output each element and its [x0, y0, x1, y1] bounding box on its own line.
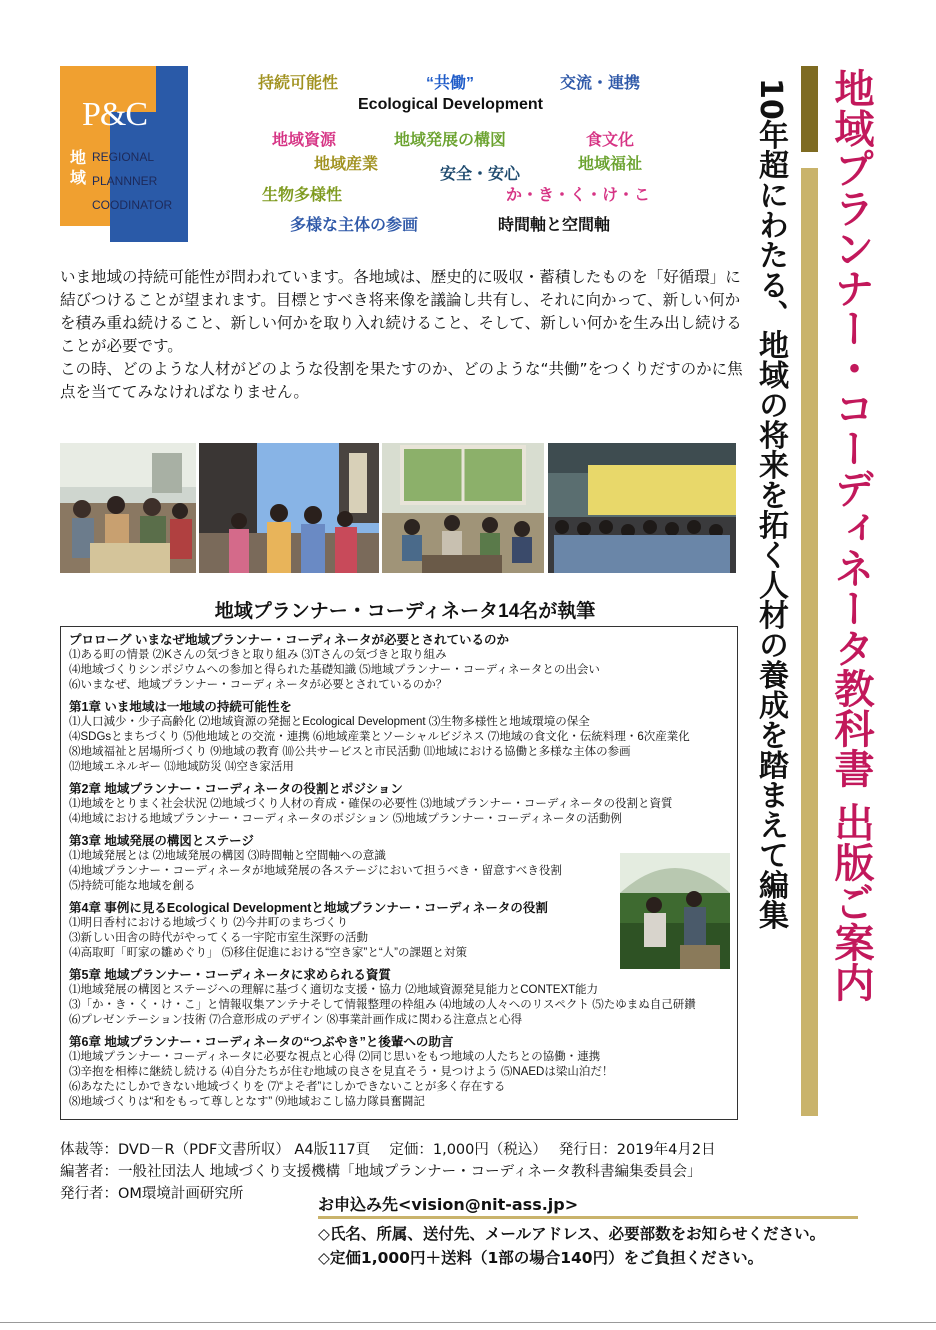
- keyword: 地域発展の構図: [394, 132, 507, 149]
- keyword: か・き・く・け・こ: [506, 187, 651, 204]
- chapter-line: ⑷高取町「町家の雛めぐり」 ⑸移住促進における“空き家”と“人”の課題と対策: [69, 947, 468, 959]
- keyword: 生物多様性: [262, 187, 343, 204]
- logo-chiiki: 地域: [70, 148, 87, 187]
- intro-paragraph-1: いま地域の持続可能性が問われています。各地域は、歴史的に吸収・蓄積したものを「好循環」に結びつけることが望まれます。目標とすべき将来像を議論し共有し、それに向かって、新しい何かを積み重ね続けること、新しい何かを取り入れ続けること、そして、新しい何かを生み出し続けることが必要です。: [60, 268, 742, 355]
- chapter-line: ⑴地域発展の構図とステージへの理解に基づく適切な支援・協力 ⑵地域資源発見能力とCONTEXT能力: [69, 984, 599, 996]
- main-title-vertical: 地域プランナー・コーディネータ教科書 出版ご案内: [828, 68, 874, 1002]
- chapter-line: ⑹あなたにしかできない地域づくりを ⑺“よそ者”にしかできないことが多く存在する: [69, 1081, 506, 1093]
- logo-line-3: COODINATOR: [92, 198, 173, 212]
- chapter-line: ⑶新しい田舎の時代がやってくる一宇陀市室生深野の活動: [69, 932, 368, 944]
- chapter-title: プロローグ いまなぜ地域プランナー・コーディネータが必要とされているのか: [69, 633, 509, 647]
- chapter-line: ⑹プレゼンテーション技術 ⑺合意形成のデザイン ⑻事業計画作成に関わる注意点と心得: [69, 1014, 523, 1026]
- chapter-title: 第2章 地域プランナー・コーディネータの役割とポジション: [69, 782, 403, 796]
- chapter-line: ⑷地域づくりシンポジウムへの参加と得られた基礎知識 ⑸地域プランナー・コーディネータとの出会い: [69, 664, 600, 676]
- application-contact: お申込み先<vision@nit-ass.jp>: [318, 1195, 579, 1214]
- accent-bar-dark: [801, 66, 818, 152]
- chapter-title: 第5章 地域プランナー・コーディネータに求められる資質: [69, 968, 391, 982]
- authors-title: 地域プランナー・コーディネータ14名が執筆: [214, 601, 596, 622]
- keyword: 安全・安心: [440, 166, 521, 183]
- chapter-line: ⑻地域づくりは“和をもって尊しとなす” ⑼地域おこし協力隊員奮闘記: [69, 1096, 425, 1108]
- photo-market: [60, 443, 196, 573]
- chapter-6: [69, 1034, 729, 1110]
- chapter-title: 第4章 事例に見るEcological Developmentと地域プランナー・コーディネータの役割: [69, 901, 548, 915]
- pc-logo: [60, 66, 188, 242]
- photo-school: [548, 443, 736, 573]
- keyword: 地域産業: [314, 156, 379, 173]
- chapter-1: [69, 699, 729, 775]
- keyword: 地域資源: [272, 132, 337, 149]
- application-note-1: ◇氏名、所属、送付先、メールアドレス、必要部数をお知らせください。: [318, 1225, 826, 1243]
- chapter-line: ⑷地域における地域プランナー・コーディネータのポジション ⑸地域プランナー・コーディネータの活動例: [69, 813, 622, 825]
- keyword: 食文化: [586, 132, 635, 149]
- keyword: “共働”: [426, 75, 475, 92]
- chapter-line: ⑻地域福祉と居場所づくり ⑼地域の教育 ⑽公共サービスと市民活動 ⑾地域における協働と多様な主体の参画: [69, 746, 631, 758]
- chapter-title: 第3章 地域発展の構図とステージ: [69, 834, 254, 848]
- chapter-title: 第6章 地域プランナー・コーディネータの“つぶやき”と後輩への助言: [69, 1035, 454, 1049]
- chapter-line: ⑶「か・き・く・け・こ」と情報収集アンテナそして情報整理の枠組み ⑷地域の人々へのリスペクト ⑸たゆまぬ自己研鑽: [69, 999, 696, 1011]
- logo-line-1: REGIONAL: [92, 150, 155, 164]
- keyword: 多様な主体の参画: [290, 217, 419, 234]
- chapter-line: ⑴地域発展とは ⑵地域発展の構図 ⑶時間軸と空間軸への意識: [69, 850, 386, 862]
- editor-line: 編著者：一般社団法人 地域づくり支援機構「地域プランナー・コーディネータ教科書編集委員会」: [60, 1164, 702, 1180]
- chapter-line: ⑴地域プランナー・コーディネータに必要な視点と心得 ⑵同じ思いをもつ地域の人たちとの協働・連携: [69, 1051, 601, 1063]
- chapter-line: ⑷SDGsとまちづくり ⑸他地域との交流・連携 ⑹地域産業とソーシャルビジネス ⑺地域の食文化・伝統料理・6次産業化: [69, 731, 690, 743]
- application-note-2: ◇定価1,000円＋送料（1部の場合140円）をご負担ください。: [318, 1249, 764, 1267]
- chapter-line: ⑹いまなぜ、地域プランナー・コーディネータが必要とされているのか？: [69, 679, 448, 691]
- chapter-prologue: [69, 632, 729, 693]
- chapter-line: ⑴地域をとりまく社会状況 ⑵地域づくり人材の育成・確保の必要性 ⑶地域プランナー・コーディネータの役割と資質: [69, 798, 673, 810]
- chapter-title: 第1章 いま地域は一地域の持続可能性を: [69, 700, 292, 714]
- keyword: Ecological Development: [358, 96, 543, 113]
- chapter-2: [69, 781, 729, 827]
- chapter-line: ⑸持続可能な地域を創る: [69, 880, 196, 892]
- spec-line: 体裁等：DVD－R（PDF文書所収） A4版117頁 定価：1,000円（税込） 発行日：2019年4月2日: [60, 1142, 716, 1158]
- chapter-line: ⑿地域エネルギー ⒀地域防災 ⒁空き家活用: [69, 761, 294, 773]
- intro-text: [60, 266, 750, 404]
- photo-workshop: [382, 443, 544, 573]
- chapter-line: ⑶辛抱を相棒に継続し続ける ⑷自分たちが住む地域の良さを見直そう・見つけよう ⑸NAEDは梁山泊だ！: [69, 1066, 614, 1078]
- subtitle-vertical: 10年超にわたる、地域の将来を拓く人材の養成を踏まえて編集: [753, 78, 788, 930]
- keyword: 持続可能性: [258, 75, 339, 92]
- keyword: 地域福祉: [578, 156, 643, 173]
- chapter-line: ⑴明日香村における地域づくり ⑵今井町のまちづくり: [69, 917, 349, 929]
- keyword: 時間軸と空間軸: [498, 217, 611, 234]
- chapter-line: ⑴ある町の情景 ⑵Kさんの気づきと取り組み ⑶Tさんの気づきと取り組み: [69, 649, 447, 661]
- logo-line-2: PLANNNER: [92, 174, 158, 188]
- application-rule: [318, 1216, 858, 1219]
- keyword: 交流・連携: [560, 75, 641, 92]
- chapter-line: ⑷地域プランナー・コーディネータが地域発展の各ステージにおいて担うべき・留意すべき役割: [69, 865, 562, 877]
- chapter-line: ⑴人口減少・少子高齢化 ⑵地域資源の発掘とEcological Development ⑶生物多様性と地域環境の保全: [69, 716, 590, 728]
- chapter-5: [69, 967, 729, 1028]
- logo-mark: P&C: [82, 96, 148, 133]
- publisher-line: 発行者：OM環境計画研究所: [60, 1186, 244, 1202]
- accent-bar-light: [801, 168, 818, 1116]
- photo-greenhouse: [620, 853, 730, 969]
- intro-paragraph-2: この時、どのような人材がどのような役割を果たすのか、どのような“共働”をつくりだすのかに焦点を当ててみなければなりません。: [60, 360, 743, 401]
- photo-festival: [199, 443, 379, 573]
